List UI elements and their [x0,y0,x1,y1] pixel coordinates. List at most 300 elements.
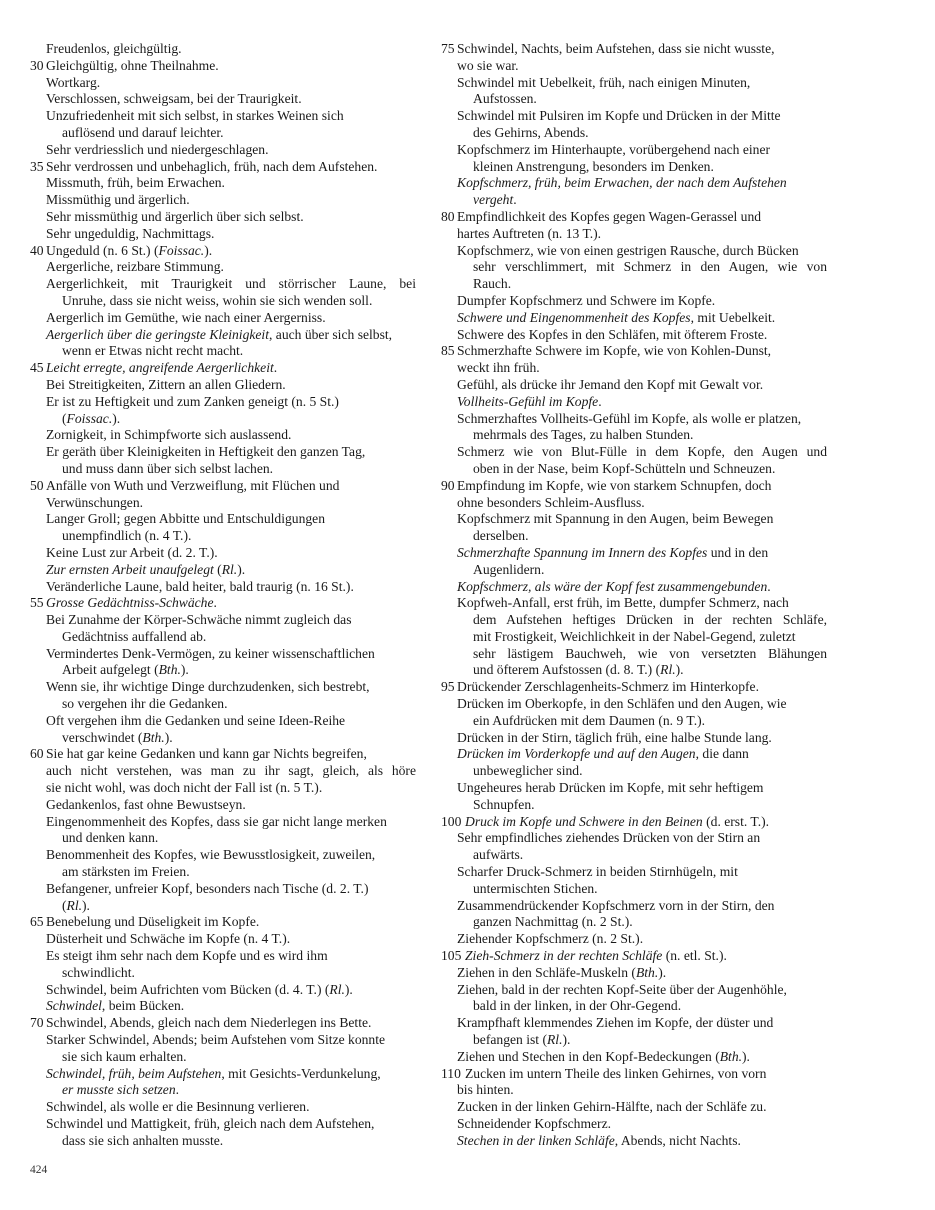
text-segment: Scharfer Druck-Schmerz in beiden Stirnhügeln, mit [457,864,738,880]
text-segment: Düsterheit und Schwäche im Kopfe (n. 4 T.). [46,931,291,947]
entry-number: 85 [441,343,455,359]
entry-line [441,360,827,377]
italic-text: Bth. [635,964,659,980]
entry-line [30,108,416,125]
text-segment: Schmerzhafte Schwere im Kopfe, wie von Kohlen-Dunst, [457,343,772,359]
entry-line [441,595,827,612]
text-segment: Zucken im untern Theile des linken Gehirnes, von vorn [465,1065,767,1081]
text-segment: und denken kann. [62,830,159,846]
italic-text: Kopfschmerz, früh, beim Erwachen, der nach dem Aufstehen [457,175,787,191]
entry-line [441,1133,827,1150]
text-segment: Zornigkeit, in Schimpfworte sich auslassend. [46,427,292,443]
entry-line [441,142,827,159]
text-segment: Schwindel mit Uebelkeit, früh, nach einigen Minuten, [457,74,751,90]
page-number: 424 [30,1164,48,1176]
entry-text [46,998,416,1015]
entry-number: 50 [30,477,44,493]
text-segment: ). [562,1032,571,1048]
italic-text: Rl. [660,662,676,678]
entry-line-numbered [30,159,416,176]
entry-text [457,982,827,999]
text-segment: , die dann [695,746,749,762]
entry-text [46,175,416,192]
text-segment: ). [742,1048,750,1064]
entry-number: 70 [30,1015,44,1031]
entry-line [30,1082,416,1099]
entry-number: 90 [441,477,455,493]
text-segment: . [513,192,517,208]
text-segment: , Abends, nicht Nachts. [614,1132,741,1148]
entry-number: 105 [441,948,462,964]
text-segment: Missmüthig und ärgerlich. [46,192,190,208]
text-segment: ganzen Nachmittag (n. 2 St.). [473,914,633,930]
entry-line [441,780,827,797]
entry-number: 30 [30,57,44,73]
entry-line-numbered [30,746,416,763]
entry-number: 40 [30,242,44,258]
entry-text [46,209,416,226]
entry-text [465,1066,827,1083]
entry-text [457,1099,827,1116]
entry-line-numbered [30,478,416,495]
entry-line [441,898,827,915]
entry-line [441,444,827,461]
italic-text: Foissac. [66,410,113,426]
text-segment: Gedächtniss auffallend ab. [62,628,207,644]
entry-number: 55 [30,595,44,611]
entry-text [473,612,827,629]
entry-line [441,276,827,293]
entry-text [473,998,827,1015]
text-segment: auflösend und darauf leichter. [62,124,224,140]
entry-text [46,75,416,92]
text-segment: Sehr empfindliches ziehendes Drücken von der Stirn an [457,830,761,846]
text-segment: Kopfschmerz, wie von einen gestrigen Rausche, durch Bücken [457,242,799,258]
entry-line [30,965,416,982]
entry-line [441,713,827,730]
text-segment: und muss dann über sich selbst lachen. [62,460,274,476]
entry-text [473,125,827,142]
entry-text [62,343,416,360]
entry-line [441,629,827,646]
entry-text [62,1133,416,1150]
entry-line [441,91,827,108]
italic-text: Schwindel, früh, beim Aufstehen [46,1065,222,1081]
entry-text [457,41,827,58]
entry-line [30,830,416,847]
text-segment: Kopfschmerz mit Spannung in den Augen, beim Bewegen [457,511,774,527]
entry-line [30,545,416,562]
entry-line [441,914,827,931]
text-segment: Ungeduld (n. 6 St.) ( [46,242,159,258]
entry-text [46,276,416,293]
entry-line [30,696,416,713]
entry-text [457,58,827,75]
entry-line [441,159,827,176]
entry-line [30,327,416,344]
entry-line [441,830,827,847]
entry-line [30,1133,416,1150]
entry-text [457,478,827,495]
entry-text [473,713,827,730]
entry-text [62,461,416,478]
entry-line [441,1015,827,1032]
text-segment: ). [82,897,90,913]
text-segment: Ziehen in den Schläfe-Muskeln ( [457,964,636,980]
entry-line [441,528,827,545]
entry-text [457,830,827,847]
entry-text [46,394,416,411]
entry-line [441,411,827,428]
entry-line [441,75,827,92]
text-segment: ( [213,561,222,577]
text-segment: Drücken in der Stirn, täglich früh, eine halbe Stunde lang. [457,729,772,745]
entry-line [441,612,827,629]
entry-text [62,696,416,713]
entry-line [30,226,416,243]
entry-text [46,931,416,948]
entry-line [441,746,827,763]
entry-text [457,965,827,982]
entry-line [441,394,827,411]
text-segment: Sehr missmüthig und ärgerlich über sich selbst. [46,208,304,224]
entry-line [30,444,416,461]
entry-line [30,528,416,545]
text-segment: ). [112,410,121,426]
entry-text [46,259,416,276]
text-segment: aufwärts. [473,847,524,863]
entry-line [30,125,416,142]
text-segment: Gleichgültig, ohne Theilnahme. [46,57,219,73]
text-segment: derselben. [473,528,529,544]
text-segment: mehrmals des Tages, zu halben Stunden. [473,427,694,443]
entry-line [30,142,416,159]
text-segment: Veränderliche Laune, bald heiter, bald traurig (n. 16 St.). [46,578,354,594]
entry-line [30,662,416,679]
text-segment: auch nicht verstehen, was man zu ihr sagt, gleich, als höre [46,763,416,779]
entry-text [46,763,416,780]
text-segment: Langer Groll; gegen Abbitte und Entschuldigungen [46,511,325,527]
entry-text [46,243,416,260]
entry-text [62,662,416,679]
text-segment: Sehr verdrossen und unbehaglich, früh, nach dem Aufstehen. [46,158,378,174]
entry-text [46,226,416,243]
text-segment: Schwindel, Abends, gleich nach dem Niederlegen ins Bette. [46,1015,372,1031]
entry-line [30,343,416,360]
text-segment: Starker Schwindel, Abends; beim Aufstehen vom Sitze konnte [46,1032,386,1048]
italic-text: Bth. [158,662,181,678]
entry-number: 80 [441,208,455,224]
entry-line [441,864,827,881]
text-segment: bald in der linken, in der Ohr-Gegend. [473,998,682,1014]
entry-text [62,528,416,545]
entry-line-numbered [441,41,827,58]
text-segment: sie sich kaum erhalten. [62,1048,187,1064]
text-segment: Er ist zu Heftigkeit und zum Zanken geneigt (n. 5 St.) [46,393,339,409]
text-segment: Zusammendrückender Kopfschmerz vorn in der Stirn, den [457,897,775,913]
text-segment: Schwindel, Nachts, beim Aufstehen, dass sie nicht wusste, [457,41,775,56]
entry-text [473,914,827,931]
text-segment: Schneidender Kopfschmerz. [457,1116,612,1131]
entry-line [30,797,416,814]
text-segment: hartes Auftreten (n. 13 T.). [457,225,602,241]
italic-text: Schmerzhafte Spannung im Innern des Kopfes [457,544,708,560]
entry-line [30,175,416,192]
entry-line [441,545,827,562]
text-segment: (n. etl. St.). [662,948,727,964]
text-segment: wenn er Etwas nicht recht macht. [62,343,244,359]
italic-text: er musste sich setzen [62,1082,176,1098]
text-segment: Aufstossen. [473,91,537,107]
text-segment: Schmerz wie von Blut-Fülle in dem Kopfe, den Augen und [457,444,827,460]
entry-text [473,1032,827,1049]
text-segment: am stärksten im Freien. [62,864,190,880]
text-segment: unempfindlich (n. 4 T.). [62,528,192,544]
text-segment: sehr lästigem Bauchweh, wie von versetzten Blähungen [473,645,827,661]
text-segment: Sehr ungeduldig, Nachmittags. [46,225,215,241]
text-segment: . [273,360,278,376]
text-segment: weckt ihn früh. [457,360,540,376]
text-segment: Kopfschmerz im Hinterhaupte, vorübergehend nach einer [457,141,771,157]
text-segment: Augenlidern. [473,561,545,577]
entry-line [441,847,827,864]
entry-line [30,511,416,528]
text-segment: ). [180,662,189,678]
entry-line [30,495,416,512]
entry-line-numbered [30,1015,416,1032]
text-segment: und öfterem Aufstossen (d. 8. T.) ( [473,662,661,678]
text-segment: Bei Streitigkeiten, Zittern an allen Gliedern. [46,376,286,392]
entry-number: 100 [441,813,462,829]
entry-text [62,1049,416,1066]
entry-text [473,763,827,780]
entry-text [46,444,416,461]
entry-text [46,814,416,831]
text-segment: ). [344,981,353,997]
entry-line [30,847,416,864]
text-segment: Unzufriedenheit mit sich selbst, in starkes Weinen sich [46,108,344,124]
entry-text [457,864,827,881]
entry-text [46,1015,416,1032]
italic-text: Bth. [142,729,165,745]
italic-text: Druck im Kopfe und Schwere in den Beinen [465,813,703,829]
entry-text [46,881,416,898]
text-segment: Schwindel und Mattigkeit, früh, gleich nach dem Aufstehen, [46,1116,375,1131]
entry-text [457,1015,827,1032]
entry-line [441,243,827,260]
entry-text [473,192,827,209]
text-segment: Ziehen und Stechen in den Kopf-Bedeckungen ( [457,1048,720,1064]
entry-line-numbered [441,814,827,831]
text-segment: wo sie war. [457,57,519,73]
entry-text [46,327,416,344]
text-segment: Zucken in der linken Gehirn-Hälfte, nach der Schläfe zu. [457,1099,767,1115]
entry-line-numbered [30,360,416,377]
text-segment: Freudenlos, gleichgültig. [46,41,182,56]
entry-line [30,948,416,965]
entry-line [30,394,416,411]
entry-text [46,1066,416,1083]
entry-line [441,1082,827,1099]
italic-text: vergeht [473,192,514,208]
entry-line [441,579,827,596]
entry-line [30,192,416,209]
entry-line [441,175,827,192]
italic-text: Stechen in der linken Schläfe [457,1132,615,1148]
entry-number: 60 [30,746,44,762]
entry-line [30,427,416,444]
text-segment: , auch über sich selbst, [268,326,393,342]
text-segment: Rauch. [473,276,512,292]
entry-text [457,243,827,260]
text-segment: Aergerlich im Gemüthe, wie nach einer Aergerniss. [46,309,326,325]
entry-line [30,377,416,394]
entry-text [473,276,827,293]
entry-line [30,730,416,747]
entry-text [457,444,827,461]
text-segment: Bei Zunahme der Körper-Schwäche nimmt zugleich das [46,612,352,628]
entry-text [457,730,827,747]
entry-text [62,629,416,646]
text-segment: Unruhe, dass sie nicht weiss, wohin sie sich wenden soll. [62,292,373,308]
text-segment: Dumpfer Kopfschmerz und Schwere im Kopfe. [457,292,716,308]
entry-text [46,360,416,377]
entry-line [441,327,827,344]
italic-text: Bth. [719,1048,743,1064]
entry-line [30,41,416,58]
entry-text [473,847,827,864]
text-segment: sie nicht wohl, was doch nicht der Fall ist (n. 5 T.). [46,780,323,796]
italic-text: Schwere und Eingenommenheit des Kopfes [457,309,691,325]
entry-line [441,511,827,528]
entry-text [46,612,416,629]
entry-text [457,310,827,327]
entry-number: 75 [441,41,455,56]
entry-text [62,293,416,310]
text-segment: oben in der Nase, beim Kopf-Schütteln und Schneuzen. [473,460,776,476]
entry-line [30,763,416,780]
entry-line [30,461,416,478]
entry-line [30,713,416,730]
italic-text: Kopfschmerz, als wäre der Kopf fest zusammengebunden [457,578,768,594]
entry-text [46,679,416,696]
entry-line-numbered [441,1066,827,1083]
text-segment: Schwindel, als wolle er die Besinnung verlieren. [46,1099,310,1115]
entry-text [457,1049,827,1066]
entry-line-numbered [30,595,416,612]
entry-line [30,1049,416,1066]
entry-text [46,713,416,730]
entry-number: 45 [30,360,44,376]
text-segment: so vergehen ihr die Gedanken. [62,696,228,712]
entry-text [473,662,827,679]
text-segment: Anfälle von Wuth und Verzweiflung, mit Flüchen und [46,477,340,493]
entry-text [62,965,416,982]
entry-text [457,595,827,612]
entry-text [457,746,827,763]
left-column [30,41,416,1150]
entry-line [441,1049,827,1066]
entry-line [441,226,827,243]
entry-line [441,427,827,444]
text-segment: untermischten Stichen. [473,880,598,896]
entry-line-numbered [441,679,827,696]
entry-line [30,259,416,276]
entry-text [46,595,416,612]
text-segment: Benommenheit des Kopfes, wie Bewusstlosigkeit, zuweilen, [46,847,376,863]
entry-line [30,579,416,596]
text-segment: Verwünschungen. [46,494,144,510]
text-segment: Verschlossen, schweigsam, bei der Traurigkeit. [46,91,302,107]
italic-text: Schwindel [46,998,102,1014]
entry-text [46,1032,416,1049]
entry-line [30,864,416,881]
entry-text [457,1116,827,1133]
entry-line [30,881,416,898]
entry-line-numbered [441,478,827,495]
entry-text [46,377,416,394]
text-segment: Gefühl, als drücke ihr Jemand den Kopf mit Gewalt vor. [457,376,764,392]
entry-number: 95 [441,679,455,695]
entry-line [441,696,827,713]
text-segment: ). [658,964,667,980]
entry-line [30,931,416,948]
text-segment: dem Aufstehen heftiges Drücken in der rechten Schläfe, [473,612,827,628]
text-segment: befangen ist ( [473,1032,547,1048]
entry-text [46,478,416,495]
entry-text [46,495,416,512]
entry-line [441,58,827,75]
text-segment: Aergerlichkeit, mit Traurigkeit und störrischer Laune, bei [46,276,416,292]
entry-text [46,310,416,327]
entry-line [30,209,416,226]
entry-text [457,293,827,310]
text-segment: Schnupfen. [473,796,535,812]
entry-text [62,864,416,881]
entry-text [473,797,827,814]
text-segment: Ziehen, bald in der rechten Kopf-Seite über der Augenhöhle, [457,981,787,997]
entry-line [441,998,827,1015]
entry-text [46,142,416,159]
entry-line [441,1099,827,1116]
entry-text [457,75,827,92]
italic-text: Drücken im Vorderkopfe und auf den Augen [457,746,696,762]
text-segment: Drückender Zerschlagenheits-Schmerz im Hinterkopfe. [457,679,759,695]
entry-text [457,175,827,192]
entry-text [46,797,416,814]
entry-text [457,679,827,696]
entry-text [46,545,416,562]
entry-text [46,746,416,763]
entry-text [457,327,827,344]
text-segment: verschwindet ( [62,729,143,745]
entry-line [441,1032,827,1049]
entry-text [457,394,827,411]
entry-text [457,142,827,159]
text-segment: (d. erst. T.). [702,813,770,829]
text-segment: Schwindel, beim Aufrichten vom Bücken (d. 4. T.) ( [46,981,330,997]
text-segment: Schwindel mit Pulsiren im Kopfe und Drücken in der Mitte [457,108,781,124]
entry-text [46,847,416,864]
entry-text [457,495,827,512]
text-segment: Empfindung im Kopfe, wie von starkem Schnupfen, doch [457,477,772,493]
entry-line [441,125,827,142]
entry-line [30,276,416,293]
text-segment: dass sie sich anhalten musste. [62,1132,224,1148]
entry-line [441,881,827,898]
entry-line [441,662,827,679]
entry-line [30,1099,416,1116]
